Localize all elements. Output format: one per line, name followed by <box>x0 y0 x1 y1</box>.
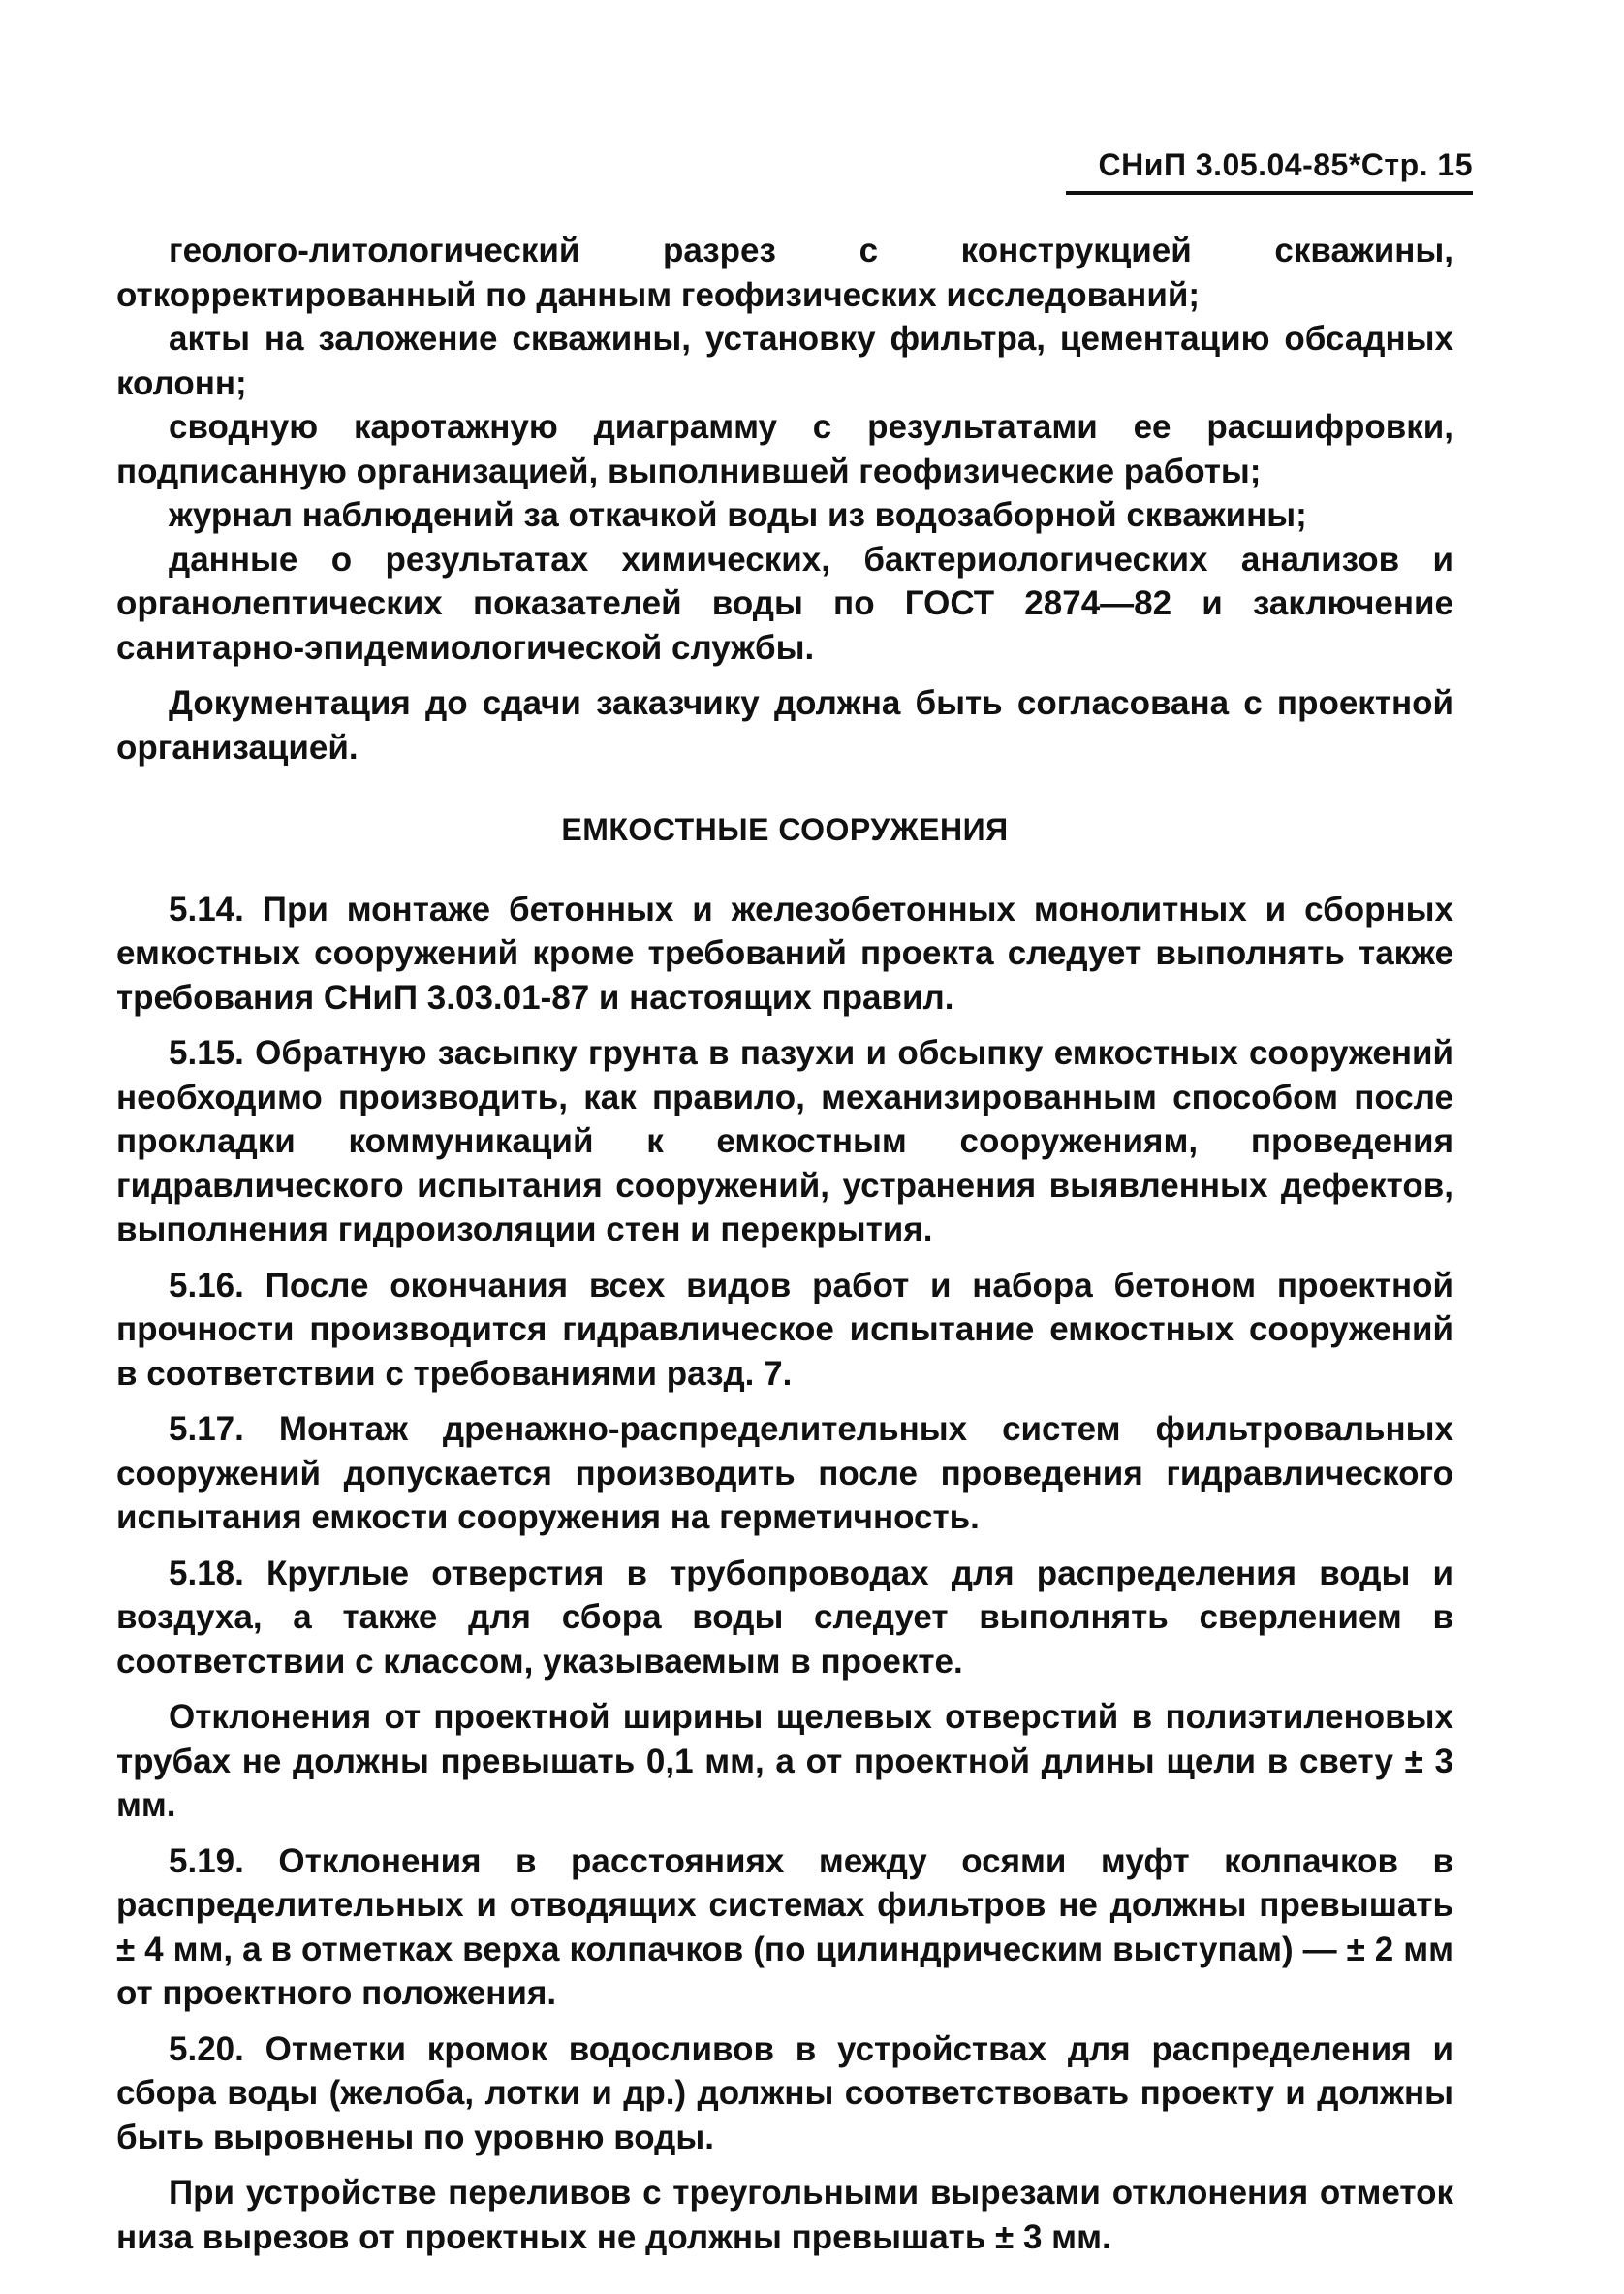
clause-5-20 <box>116 2027 1453 2160</box>
clause-text: Обратную засыпку грунта в пазухи и обсыпку емкостных сооружений необходимо производить, как правило, механизированным способом после прокладки коммуникаций к емкостным сооружениям, проведения гидравлического испытания сооружений, устранения выявленных дефектов, выполнения гидроизоляции стен и перекрытия. <box>116 1034 1453 1248</box>
clause-number: 5.14. <box>169 890 244 928</box>
clause-text: При монтаже бетонных и железобетонных монолитных и сборных емкостных сооружений кроме требований проекта следует выполнять также требования СНиП 3.03.01-87 и настоящих правил. <box>116 890 1453 1017</box>
running-header: СНиП 3.05.04-85*Стр. 15 <box>1066 147 1473 195</box>
paragraph <box>116 1695 1453 1828</box>
clause-text: Монтаж дренажно-распределительных систем фильтровальных сооружений допускается производить после проведения гидравлического испытания емкости сооружения на герметичность. <box>116 1410 1453 1536</box>
clause-number: 5.16. <box>169 1266 244 1304</box>
clause-text: Отклонения от проектной ширины щелевых отверстий в полиэтиленовых трубах не должны превышать 0,1 мм, а от проектной длины щели в свету ± 3 мм. <box>116 1698 1453 1824</box>
clause-5-14 <box>116 888 1453 1021</box>
list-item: данные о результатах химических, бактериологических анализов и органолептических показателей воды по ГОСТ 2874—82 и заключение санитарно-эпидемиологической службы. <box>116 540 1453 667</box>
list-item: акты на заложение скважины, установку фильтра, цементацию обсадных колонн; <box>116 320 1453 402</box>
page-body <box>116 229 1453 2259</box>
list-item: журнал наблюдений за откачкой воды из водозаборной скважины; <box>169 496 1307 534</box>
clause-number: 5.17. <box>169 1410 244 1448</box>
clause-text: Отклонения в расстояниях между осями муфт колпачков в распределительных и отводящих системах фильтров не должны превышать ± 4 мм, а в отметках верха колпачков (по цилиндрическим выступам) — ± 2 мм от проектного положения. <box>116 1841 1453 2012</box>
section-heading: ЕМКОСТНЫЕ СООРУЖЕНИЯ <box>561 812 1009 847</box>
clause-text: Круглые отверстия в трубопроводах для распределения воды и воздуха, а также для сбора воды следует выполнять сверлением в соответствии с классом, указываемым в проекте. <box>116 1554 1453 1681</box>
paragraph <box>116 2171 1453 2259</box>
clause-5-15 <box>116 1031 1453 1252</box>
clause-number: 5.19. <box>169 1841 244 1880</box>
clause-text: При устройстве переливов с треугольными вырезами отклонения отметок низа вырезов от проектных не должны превышать ± 3 мм. <box>116 2174 1453 2256</box>
clause-text: Отметки кромок водосливов в устройствах для распределения и сбора воды (желоба, лотки и др.) должны соответствовать проекту и должны быть выровнены по уровню воды. <box>116 2029 1453 2156</box>
clause-number: 5.15. <box>169 1034 244 1072</box>
clause-number: 5.18. <box>169 1554 244 1592</box>
clause-5-17 <box>116 1407 1453 1540</box>
clause-5-16 <box>116 1264 1453 1397</box>
clause-5-18 <box>116 1552 1453 1684</box>
list-item: геолого-литологический разрез с конструкцией скважины, откорректированный по данным геофизических исследований; <box>116 232 1453 314</box>
clause-number: 5.20. <box>169 2029 244 2068</box>
paragraph: Документация до сдачи заказчику должна быть согласована с проектной организацией. <box>116 684 1453 767</box>
clause-5-19 <box>116 1839 1453 2016</box>
clause-text: После окончания всех видов работ и набора бетоном проектной прочности производится гидравлическое испытание емкостных сооружений в соответствии с требованиями разд. 7. <box>116 1266 1453 1393</box>
list-item: сводную каротажную диаграмму с результатами ее расшифровки, подписанную организацией, выполнившей геофизические работы; <box>116 408 1453 490</box>
